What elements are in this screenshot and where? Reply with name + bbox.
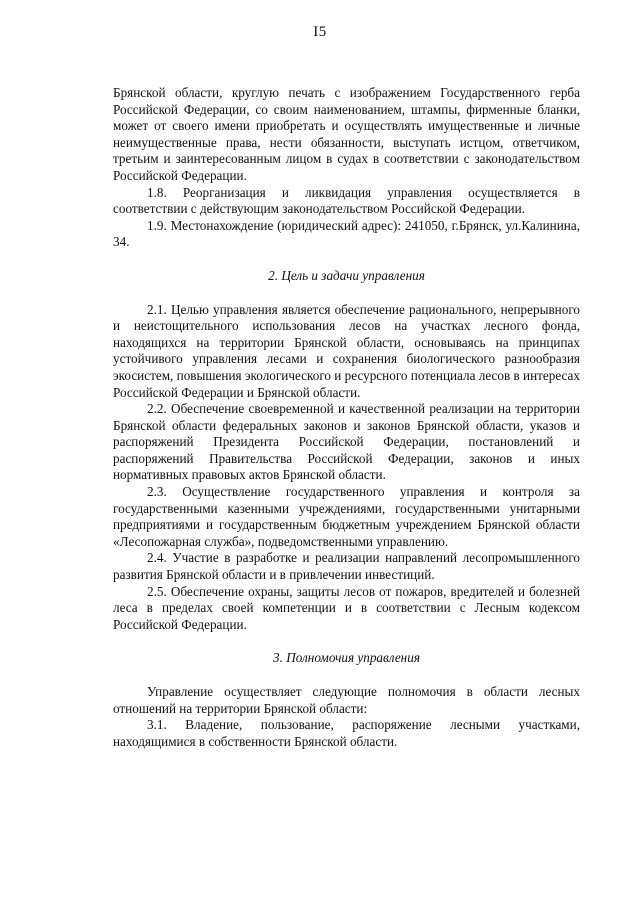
- paragraph-3-1: 3.1. Владение, пользование, распоряжение лесными участками, находящимися в собственности Брянской области.: [113, 717, 580, 749]
- paragraph-3-intro: Управление осуществляет следующие полномочия в области лесных отношений на территории Брянской области:: [113, 684, 580, 716]
- section-3-heading: 3. Полномочия управления: [273, 650, 420, 666]
- paragraph-1-8: 1.8. Реорганизация и ликвидация управления осуществляется в соответствии с действующим законодательством Российской Федерации.: [113, 184, 580, 217]
- document-body: [113, 85, 580, 750]
- paragraph-2-4: 2.4. Участие в разработке и реализации направлений лесопромышленного развития Брянской области и в привлечении инвестиций.: [113, 550, 580, 583]
- paragraph-2-1: 2.1. Целью управления является обеспечение рационального, непрерывного и неистощительного использования лесов на участках лесного фонда, находящихся на территории Брянской области, основываясь на принципах устойчивого управления лесами и сохранения биологического разнообразия экосистем, повышения экологического и ресурсного потенциала лесов в интересах Российской Федерации и Брянской области.: [113, 301, 580, 400]
- paragraph-2-3: 2.3. Осуществление государственного управления и контроля за государственными казенными учреждениями, государственными унитарными предприятиями и государственным бюджетным учреждением Брянской области «Лесопожарная служба», подведомственными управлению.: [113, 484, 580, 549]
- page-number: I5: [313, 24, 327, 40]
- section-2-heading: 2. Цель и задачи управления: [268, 267, 425, 283]
- paragraph-2-2: 2.2. Обеспечение своевременной и качественной реализации на территории Брянской области федеральных законов и законов Брянской области, указов и распоряжений Президента Российской Федерации, постановлений и распоряжений Правительства Российской Федерации, законов и иных нормативных правовых актов Брянской области.: [113, 401, 580, 483]
- paragraph-1-9: 1.9. Местонахождение (юридический адрес): 241050, г.Брянск, ул.Калинина, 34.: [113, 217, 580, 250]
- paragraph-2-5: 2.5. Обеспечение охраны, защиты лесов от пожаров, вредителей и болезней леса в пределах своей компетенции и в соответствии с Лесным кодексом Российской Федерации.: [113, 583, 580, 632]
- paragraph-continuation: Брянской области, круглую печать с изображением Государственного герба Российской Федерации, со своим наименованием, штампы, фирменные бланки, может от своего имени приобретать и осуществлять имущественные и личные неимущественные права, нести обязанности, выступать истцом, ответчиком, третьим и заинтересованным лицом в судах в соответствии с законодательством Российской Федерации.: [113, 85, 580, 183]
